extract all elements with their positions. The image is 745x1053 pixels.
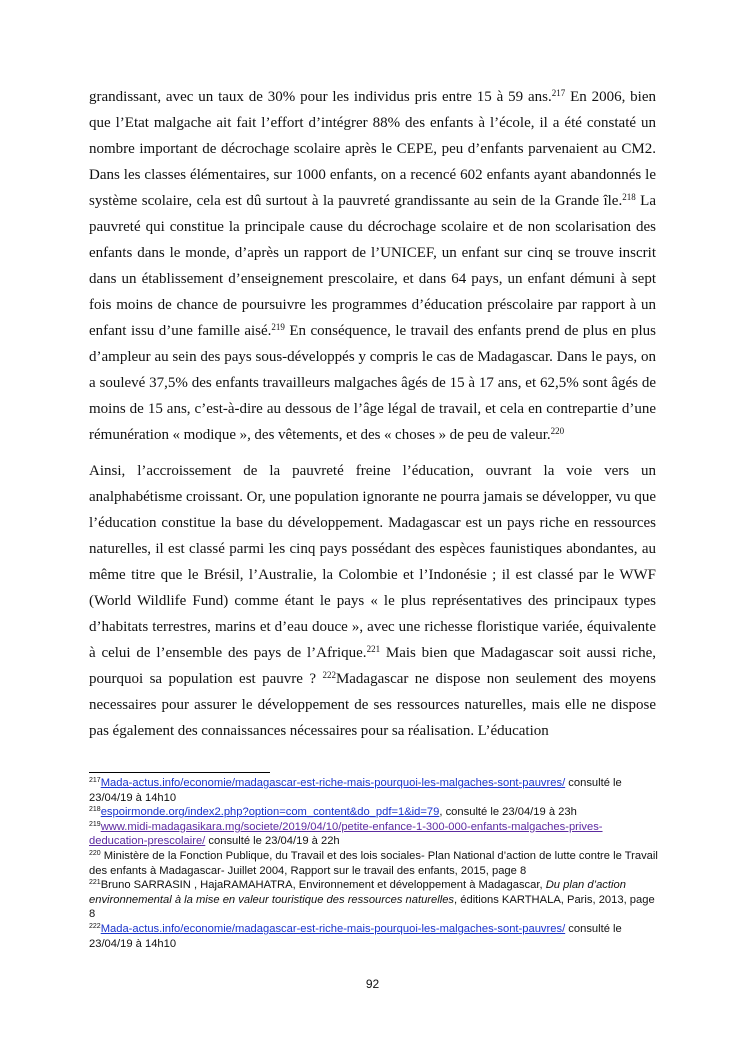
footnote-number: 220: [89, 849, 101, 857]
paragraph-text: En 2006, bien que l’Etat malgache ait fait l’effort d’intégrer 88% des enfants à l’école, il a été constaté un nombre important de décrochage scolaire après le CEPE, peu d’enfants parvenaient au CM2. Dans les classes élémentaires, sur 1000 enfants, on a recencé 602 enfants ayant abandonnés le système scolaire, cela est dû surtout à la pauvreté grandissante au sein de la Grande île.: [89, 89, 656, 209]
footnote-number: 219: [89, 820, 101, 828]
footnote-text: , éditions KARTHALA, Paris, 2013, page 8: [89, 893, 655, 921]
footnote-link[interactable]: www.midi-madagasikara.mg/societe/2019/04/10/petite-enfance-1-300-000-enfants-malgaches-prives-deducation-prescolaire/: [89, 820, 603, 848]
body-text: [89, 84, 656, 754]
paragraph: [89, 84, 656, 448]
footnote-number: 217: [89, 777, 101, 784]
footnote: [89, 878, 659, 922]
footnote-text: consulté le 23/04/19 à 14h10: [89, 922, 622, 950]
footnote-text: Bruno SARRASIN , HajaRAMAHATRA, Environnement et développement à Madagascar,: [100, 879, 546, 892]
paragraph-text: Ainsi, l’accroissement de la pauvreté freine l’éducation, ouvrant la voie vers un analphabétisme croissant. Or, une population ignorante ne pourra jamais se développer, vu que l’éducation constitue la base du développement. Madagascar est un pays riche en ressources naturelles, il est classé parmi les cinq pays possédant des espèces faunistiques abondantes, au même titre que le Brésil, l’Australie, la Colombie et l’Indonésie ; il est classé par le WWF (World Wildlife Fund) comme étant le pays « le plus représentatives des principaux types d’habitats terrestres, marins et d’eau douce », avec une richesse floristique variée, équivalente à celui de l’ensemble des pays de l’Afrique.: [89, 463, 656, 661]
footnote-text: consulté le 23/04/19 à 22h: [205, 835, 340, 848]
footnote-ref: 218: [622, 192, 636, 202]
footnote-ref: 217: [551, 88, 566, 98]
footnote-text: consulté le 23/04/19 à 14h10: [89, 777, 622, 804]
paragraph: [89, 458, 656, 744]
paragraph-text: Mais bien que Madagascar soit aussi riche, pourquoi sa population est pauvre ?: [89, 645, 656, 687]
footnote-number: 221: [89, 879, 101, 887]
paragraph-text: En conséquence, le travail des enfants prend de plus en plus d’ampleur au sein des pays sous-développés y compris le cas de Madagascar. Dans le pays, on a soulevé 37,5% des enfants travailleurs malgaches âgés de 15 à 17 ans, et 62,5% sont âgés de moins de 15 ans, c’est-à-dire au dessous de l’âge légal de travail, et cela en contrepartie d’une rémunération « modique », des vêtements, et des « choses » de peu de valeur.: [89, 323, 656, 443]
footnote-number: 218: [89, 806, 101, 814]
paragraph-text: grandissant, avec un taux de 30% pour les individus pris entre 15 à 59 ans.: [89, 89, 552, 105]
footnote-link[interactable]: espoirmonde.org/index2.php?option=com_content&do_pdf=1&id=79: [100, 806, 440, 819]
footnote-number: 222: [89, 922, 101, 930]
page-number: 92: [365, 977, 380, 991]
footnote-ref: 220: [550, 426, 565, 436]
footnote-link[interactable]: Mada-actus.info/economie/madagascar-est-riche-mais-pourquoi-les-malgaches-sont-pauvres/: [100, 922, 566, 935]
footnote-separator: [89, 772, 270, 773]
footnote-title: Du plan d’action environnemental à la mise en valeur touristique des ressources naturelles: [89, 879, 626, 906]
footnote-ref: 221: [366, 644, 381, 654]
footnote: [89, 922, 659, 951]
footnote: [89, 805, 659, 820]
footnotes: [89, 776, 659, 951]
footnote: [89, 776, 659, 805]
footnote-text: Ministère de la Fonction Publique, du Travail et des lois sociales- Plan National d’action de lutte contre le Travail des enfants à Madagascar- Juillet 2004, Rapport sur le travail des enfants, 2015, page 8: [89, 849, 658, 877]
footnote: [89, 849, 659, 878]
footnote-ref: 222: [322, 670, 336, 680]
footnote: [89, 820, 659, 849]
paragraph-text: Madagascar ne dispose non seulement des moyens necessaires pour assurer le développement de ses ressources naturelles, mais elle ne dispose pas également des connaissances nécessaires pour sa réalisation. L’éducation: [89, 671, 657, 739]
paragraph-text: La pauvreté qui constitue la principale cause du décrochage scolaire et de non scolarisation des enfants dans le monde, d’après un rapport de l’UNICEF, un enfant sur cinq se trouve inscrit dans un établissement d’enseignement prescolaire, et dans 64 pays, un enfant démuni à sept fois moins de chance de poursuivre les programmes d’éducation préscolaire par rapport à un enfant issu d’une famille aisé.: [89, 193, 656, 339]
footnote-link[interactable]: Mada-actus.info/economie/madagascar-est-riche-mais-pourquoi-les-malgaches-sont-pauvres/: [100, 777, 566, 789]
footnote-ref: 219: [271, 322, 285, 332]
footnote-text: , consulté le 23/04/19 à 23h: [439, 806, 577, 819]
